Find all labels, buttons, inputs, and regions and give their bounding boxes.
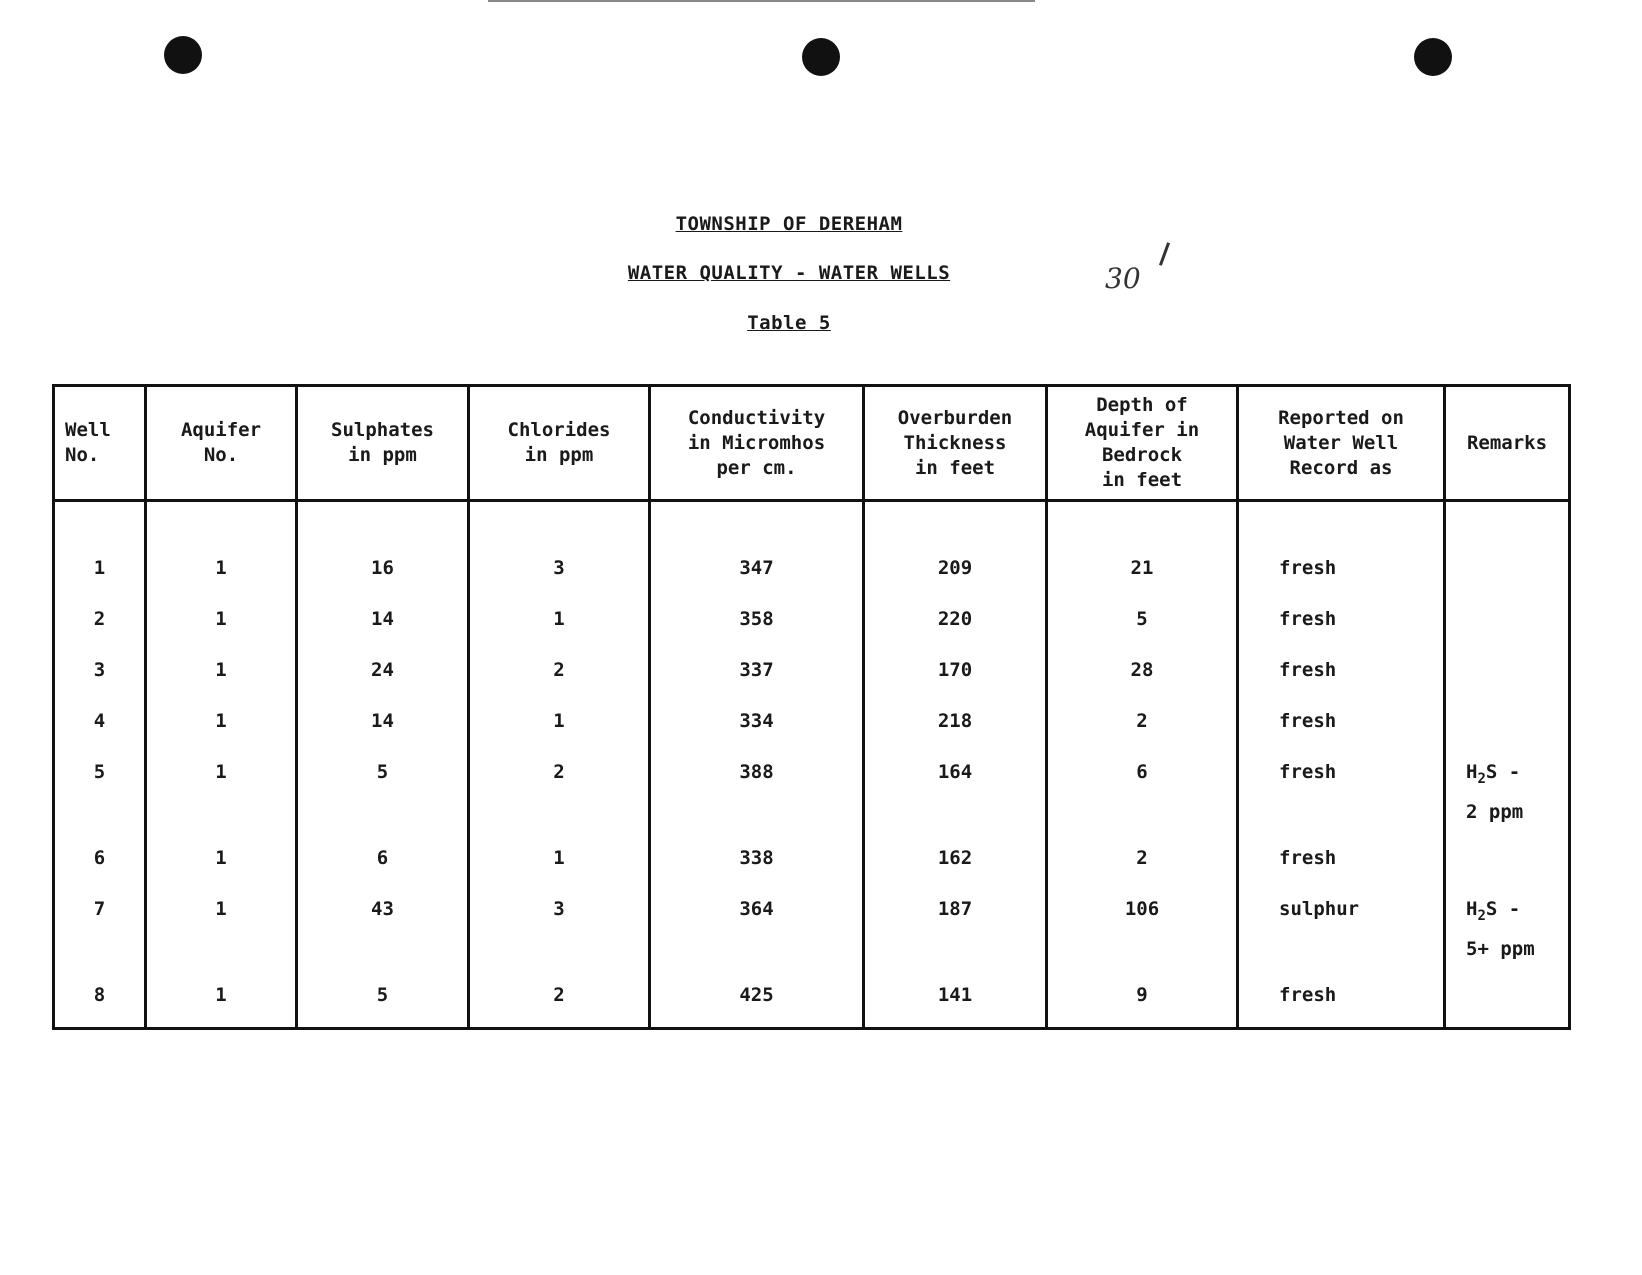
cell-remarks: $H_2S$ - 5+ ppm <box>1445 881 1570 967</box>
cell-conductivity: 364 <box>650 881 864 967</box>
cell-conductivity: 334 <box>650 693 864 744</box>
table-row <box>54 881 1570 967</box>
cell-overburden: 187 <box>864 881 1047 967</box>
header-reported-as: Reported on Water Well Record as <box>1238 386 1445 501</box>
header-well-no: Well No. <box>54 386 146 501</box>
header-overburden: Overburden Thickness in feet <box>864 386 1047 501</box>
cell-depth: 21 <box>1047 501 1238 592</box>
cell-depth: 106 <box>1047 881 1238 967</box>
cell-aquifer: 1 <box>146 591 297 642</box>
cell-conductivity: 425 <box>650 967 864 1029</box>
cell-depth: 6 <box>1047 744 1238 830</box>
table-row <box>54 591 1570 642</box>
cell-aquifer: 1 <box>146 744 297 830</box>
cell-remarks: $H_2S$ - 2 ppm <box>1445 744 1570 830</box>
cell-sulphates: 24 <box>297 642 469 693</box>
cell-remarks <box>1445 967 1570 1029</box>
cell-depth: 28 <box>1047 642 1238 693</box>
cell-sulphates: 6 <box>297 830 469 881</box>
cell-overburden: 141 <box>864 967 1047 1029</box>
cell-chlorides: 1 <box>469 591 650 642</box>
cell-sulphates: 14 <box>297 693 469 744</box>
cell-depth: 2 <box>1047 693 1238 744</box>
cell-aquifer: 1 <box>146 881 297 967</box>
cell-overburden: 164 <box>864 744 1047 830</box>
cell-sulphates: 5 <box>297 967 469 1029</box>
table-row <box>54 642 1570 693</box>
handwritten-page-number: 30 <box>1105 262 1141 295</box>
cell-conductivity: 388 <box>650 744 864 830</box>
cell-overburden: 220 <box>864 591 1047 642</box>
cell-depth: 2 <box>1047 830 1238 881</box>
cell-conductivity: 358 <box>650 591 864 642</box>
header-conductivity: Conductivity in Micromhos per cm. <box>650 386 864 501</box>
cell-reported: fresh <box>1238 642 1445 693</box>
cell-well: 4 <box>54 693 146 744</box>
cell-sulphates: 5 <box>297 744 469 830</box>
cell-well: 3 <box>54 642 146 693</box>
cell-remarks <box>1445 501 1570 592</box>
header-remarks: Remarks <box>1445 386 1570 501</box>
cell-aquifer: 1 <box>146 693 297 744</box>
header-depth-of-aquifer: Depth of Aquifer in Bedrock in feet <box>1047 386 1238 501</box>
cell-depth: 5 <box>1047 591 1238 642</box>
cell-well: 5 <box>54 744 146 830</box>
cell-chlorides: 3 <box>469 881 650 967</box>
cell-aquifer: 1 <box>146 830 297 881</box>
header-chlorides: Chlorides in ppm <box>469 386 650 501</box>
cell-reported: fresh <box>1238 693 1445 744</box>
cell-overburden: 162 <box>864 830 1047 881</box>
cell-well: 6 <box>54 830 146 881</box>
table-row <box>54 830 1570 881</box>
cell-aquifer: 1 <box>146 501 297 592</box>
cell-remarks <box>1445 591 1570 642</box>
cell-well: 7 <box>54 881 146 967</box>
punch-hole-left <box>164 36 202 74</box>
cell-overburden: 218 <box>864 693 1047 744</box>
cell-remarks <box>1445 693 1570 744</box>
document-title: TOWNSHIP OF DEREHAM <box>675 213 903 235</box>
cell-conductivity: 338 <box>650 830 864 881</box>
cell-chlorides: 3 <box>469 501 650 592</box>
cell-reported: fresh <box>1238 591 1445 642</box>
table-row <box>54 693 1570 744</box>
cell-remarks <box>1445 642 1570 693</box>
header-sulphates: Sulphates in ppm <box>297 386 469 501</box>
cell-aquifer: 1 <box>146 642 297 693</box>
cell-chlorides: 2 <box>469 642 650 693</box>
cell-well: 8 <box>54 967 146 1029</box>
header-aquifer-no: Aquifer No. <box>146 386 297 501</box>
document-subtitle: WATER QUALITY - WATER WELLS <box>627 262 951 284</box>
cell-reported: fresh <box>1238 830 1445 881</box>
cell-reported: fresh <box>1238 501 1445 592</box>
cell-sulphates: 43 <box>297 881 469 967</box>
cell-sulphates: 16 <box>297 501 469 592</box>
table-label: Table 5 <box>747 312 831 334</box>
cell-overburden: 170 <box>864 642 1047 693</box>
cell-reported: fresh <box>1238 744 1445 830</box>
punch-hole-center <box>802 38 840 76</box>
cell-sulphates: 14 <box>297 591 469 642</box>
cell-conductivity: 337 <box>650 642 864 693</box>
cell-well: 1 <box>54 501 146 592</box>
cell-chlorides: 1 <box>469 693 650 744</box>
table-row <box>54 501 1570 592</box>
cell-conductivity: 347 <box>650 501 864 592</box>
cell-chlorides: 2 <box>469 744 650 830</box>
table-row <box>54 967 1570 1029</box>
cell-chlorides: 2 <box>469 967 650 1029</box>
table-header-row <box>54 386 1570 501</box>
water-quality-table <box>52 384 1571 1030</box>
cell-chlorides: 1 <box>469 830 650 881</box>
cell-remarks <box>1445 830 1570 881</box>
punch-hole-right <box>1414 38 1452 76</box>
cell-well: 2 <box>54 591 146 642</box>
cell-depth: 9 <box>1047 967 1238 1029</box>
cell-reported: fresh <box>1238 967 1445 1029</box>
cell-overburden: 209 <box>864 501 1047 592</box>
cell-reported: sulphur <box>1238 881 1445 967</box>
table-row <box>54 744 1570 830</box>
cell-aquifer: 1 <box>146 967 297 1029</box>
page-top-edge-line <box>488 0 1035 2</box>
